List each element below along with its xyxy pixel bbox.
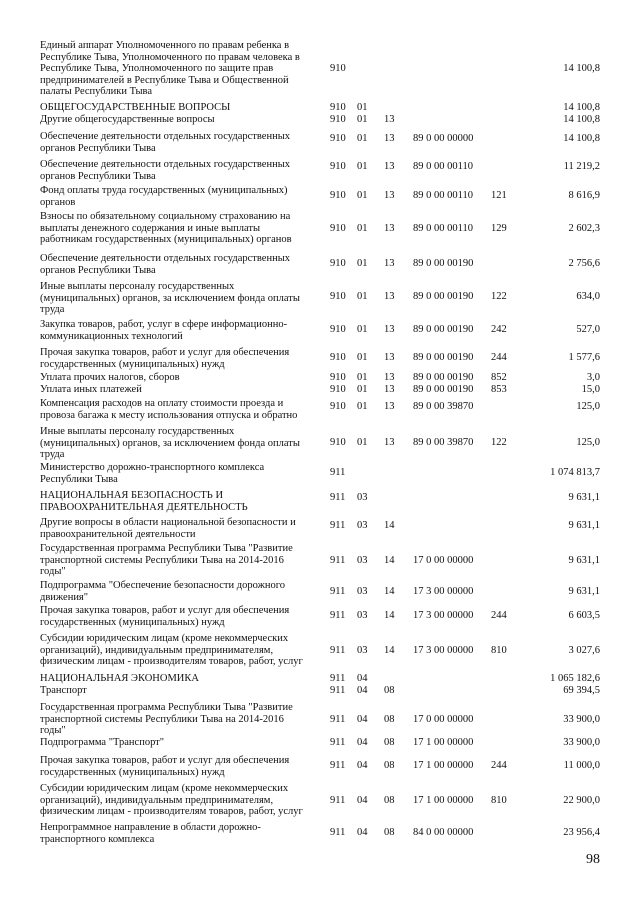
row-name: ОБЩЕГОСУДАРСТВЕННЫЕ ВОПРОСЫ [40,102,231,113]
amount: 9 631,1 [568,492,600,503]
ministry-code: 910 [330,258,346,269]
subsection-code: 14 [384,520,395,531]
expense-type-code: 244 [491,610,507,621]
amount: 9 631,1 [568,520,600,531]
target-article-code: 89 0 00 00110 [413,223,473,234]
target-article-code: 17 0 00 00000 [413,555,474,566]
amount: 14 100,8 [563,63,600,74]
subsection-code: 13 [384,324,395,335]
ministry-code: 911 [330,467,346,478]
section-code: 03 [357,555,368,566]
ministry-code: 911 [330,492,346,503]
row-name: Закупка товаров, работ, услуг в сфере информационно-коммуникационных технологий [40,319,288,342]
row-name: Обеспечение деятельности отдельных государственных органов Республики Тыва [40,253,290,276]
amount: 634,0 [576,291,600,302]
section-code: 01 [357,102,368,113]
section-code: 04 [357,685,368,696]
expense-type-code: 852 [491,372,507,383]
ministry-code: 910 [330,63,346,74]
amount: 125,0 [576,401,600,412]
subsection-code: 13 [384,401,395,412]
ministry-code: 911 [330,714,346,725]
row-name: Прочая закупка товаров, работ и услуг для обеспечения государственных (муниципальных) нужд [40,755,290,778]
section-code: 03 [357,520,368,531]
row-name: Подпрограмма "Транспорт" [40,737,165,748]
amount: 1 065 182,6 [550,673,600,684]
amount: 2 756,6 [568,258,600,269]
amount: 527,0 [576,324,600,335]
amount: 11 000,0 [563,760,600,771]
amount: 9 631,1 [568,555,600,566]
section-code: 03 [357,610,368,621]
target-article-code: 89 0 00 00110 [413,190,473,201]
section-code: 03 [357,645,368,656]
subsection-code: 14 [384,645,395,656]
section-code: 01 [357,384,368,395]
target-article-code: 89 0 00 00190 [413,372,474,383]
target-article-code: 17 3 00 00000 [413,645,474,656]
ministry-code: 911 [330,555,346,566]
subsection-code: 08 [384,685,395,696]
section-code: 04 [357,760,368,771]
amount: 1 577,6 [568,352,600,363]
amount: 15,0 [581,384,600,395]
row-name: Государственная программа Республики Тыва "Развитие транспортной системы Республики Тыва на 2014-2016 годы" [40,702,293,736]
section-code: 01 [357,372,368,383]
section-code: 01 [357,133,368,144]
expense-type-code: 853 [491,384,507,395]
ministry-code: 910 [330,102,346,113]
ministry-code: 910 [330,324,346,335]
subsection-code: 14 [384,610,395,621]
target-article-code: 89 0 00 39870 [413,437,474,448]
target-article-code: 89 0 00 00190 [413,352,474,363]
row-name: Взносы по обязательному социальному страхованию на выплаты денежного содержания и иные выплаты работникам государственных (муниципальных) органов [40,211,292,245]
target-article-code: 17 3 00 00000 [413,586,474,597]
row-name: Уплата иных платежей [40,384,142,395]
row-name: Непрограммное направление в области дорожно-транспортного комплекса [40,822,261,845]
subsection-code: 14 [384,555,395,566]
subsection-code: 13 [384,133,395,144]
expense-type-code: 242 [491,324,507,335]
ministry-code: 910 [330,114,346,125]
row-name: Другие общегосударственные вопросы [40,114,215,125]
row-name: Субсидии юридическим лицам (кроме некоммерческих организаций), индивидуальным предпринимателям, физическим лицам - производителям товаров, работ, услуг [40,633,303,667]
target-article-code: 17 0 00 00000 [413,714,474,725]
row-name: Компенсация расходов на оплату стоимости проезда и провоза багажа к месту использования отпуска и обратно [40,398,298,421]
ministry-code: 911 [330,795,346,806]
expense-type-code: 122 [491,437,507,448]
amount: 8 616,9 [568,190,600,201]
ministry-code: 911 [330,760,346,771]
row-name: Субсидии юридическим лицам (кроме некоммерческих организаций), индивидуальным предпринимателям, физическим лицам - производителям товаров, работ, услуг [40,783,303,817]
ministry-code: 911 [330,685,346,696]
ministry-code: 910 [330,161,346,172]
target-article-code: 89 0 00 00190 [413,324,474,335]
expense-type-code: 244 [491,760,507,771]
section-code: 01 [357,161,368,172]
ministry-code: 910 [330,384,346,395]
section-code: 04 [357,714,368,725]
amount: 1 074 813,7 [550,467,600,478]
subsection-code: 08 [384,827,395,838]
expense-type-code: 810 [491,645,507,656]
target-article-code: 89 0 00 00190 [413,258,474,269]
expense-type-code: 122 [491,291,507,302]
amount: 11 219,2 [563,161,600,172]
expense-type-code: 244 [491,352,507,363]
ministry-code: 911 [330,520,346,531]
section-code: 01 [357,437,368,448]
page-number: 98 [586,852,600,867]
expense-type-code: 810 [491,795,507,806]
amount: 14 100,8 [563,102,600,113]
row-name: Государственная программа Республики Тыва "Развитие транспортной системы Республики Тыва на 2014-2016 годы" [40,543,293,577]
section-code: 03 [357,492,368,503]
section-code: 01 [357,352,368,363]
amount: 33 900,0 [563,714,600,725]
subsection-code: 08 [384,795,395,806]
row-name: Иные выплаты персоналу государственных (муниципальных) органов, за исключением фонда оплаты труда [40,426,300,460]
row-name: НАЦИОНАЛЬНАЯ ЭКОНОМИКА [40,673,199,684]
section-code: 04 [357,673,368,684]
section-code: 01 [357,223,368,234]
amount: 33 900,0 [563,737,600,748]
target-article-code: 17 1 00 00000 [413,795,474,806]
ministry-code: 911 [330,610,346,621]
ministry-code: 910 [330,133,346,144]
expense-type-code: 129 [491,223,507,234]
expense-type-code: 121 [491,190,507,201]
subsection-code: 13 [384,190,395,201]
target-article-code: 17 1 00 00000 [413,737,474,748]
subsection-code: 08 [384,737,395,748]
row-name: Обеспечение деятельности отдельных государственных органов Республики Тыва [40,159,290,182]
subsection-code: 13 [384,258,395,269]
target-article-code: 89 0 00 00000 [413,133,474,144]
amount: 125,0 [576,437,600,448]
subsection-code: 14 [384,586,395,597]
subsection-code: 13 [384,114,395,125]
ministry-code: 911 [330,673,346,684]
ministry-code: 910 [330,401,346,412]
ministry-code: 911 [330,586,346,597]
target-article-code: 89 0 00 00110 [413,161,473,172]
row-name: Единый аппарат Уполномоченного по правам ребенка в Республике Тыва, Уполномоченного по правам человека в Республике Тыва, Уполномоченного по защите прав предпринимателей в Республике Тыва и Общественной палаты Республики Тыва [40,40,300,97]
ministry-code: 910 [330,372,346,383]
section-code: 04 [357,827,368,838]
amount: 9 631,1 [568,586,600,597]
ministry-code: 911 [330,645,346,656]
row-name: Министерство дорожно-транспортного комплекса Республики Тыва [40,462,265,485]
amount: 14 100,8 [563,133,600,144]
target-article-code: 17 1 00 00000 [413,760,474,771]
subsection-code: 08 [384,714,395,725]
row-name: Иные выплаты персоналу государственных (муниципальных) органов, за исключением фонда оплаты труда [40,281,300,315]
ministry-code: 910 [330,352,346,363]
row-name: Подпрограмма "Обеспечение безопасности дорожного движения" [40,580,285,603]
row-name: Прочая закупка товаров, работ и услуг для обеспечения государственных (муниципальных) нужд [40,347,290,370]
subsection-code: 08 [384,760,395,771]
section-code: 01 [357,258,368,269]
ministry-code: 910 [330,291,346,302]
section-code: 01 [357,190,368,201]
row-name: НАЦИОНАЛЬНАЯ БЕЗОПАСНОСТЬ И ПРАВООХРАНИТЕЛЬНАЯ ДЕЯТЕЛЬНОСТЬ [40,490,248,513]
amount: 69 394,5 [563,685,600,696]
section-code: 01 [357,114,368,125]
section-code: 01 [357,291,368,302]
amount: 3,0 [586,372,600,383]
subsection-code: 13 [384,223,395,234]
ministry-code: 910 [330,437,346,448]
target-article-code: 89 0 00 39870 [413,401,474,412]
row-name: Уплата прочих налогов, сборов [40,372,180,383]
section-code: 01 [357,324,368,335]
subsection-code: 13 [384,291,395,302]
ministry-code: 910 [330,190,346,201]
row-name: Другие вопросы в области национальной безопасности и правоохранительной деятельности [40,517,296,540]
row-name: Обеспечение деятельности отдельных государственных органов Республики Тыва [40,131,290,154]
target-article-code: 84 0 00 00000 [413,827,474,838]
row-name: Прочая закупка товаров, работ и услуг для обеспечения государственных (муниципальных) нужд [40,605,290,628]
row-name: Транспорт [40,685,87,696]
amount: 14 100,8 [563,114,600,125]
section-code: 01 [357,401,368,412]
subsection-code: 13 [384,352,395,363]
target-article-code: 17 3 00 00000 [413,610,474,621]
subsection-code: 13 [384,372,395,383]
subsection-code: 13 [384,384,395,395]
ministry-code: 911 [330,827,346,838]
section-code: 04 [357,737,368,748]
ministry-code: 910 [330,223,346,234]
target-article-code: 89 0 00 00190 [413,384,474,395]
target-article-code: 89 0 00 00190 [413,291,474,302]
row-name: Фонд оплаты труда государственных (муниципальных) органов [40,185,288,208]
amount: 23 956,4 [563,827,600,838]
subsection-code: 13 [384,437,395,448]
ministry-code: 911 [330,737,346,748]
amount: 2 602,3 [568,223,600,234]
amount: 6 603,5 [568,610,600,621]
subsection-code: 13 [384,161,395,172]
amount: 22 900,0 [563,795,600,806]
section-code: 04 [357,795,368,806]
section-code: 03 [357,586,368,597]
amount: 3 027,6 [568,645,600,656]
